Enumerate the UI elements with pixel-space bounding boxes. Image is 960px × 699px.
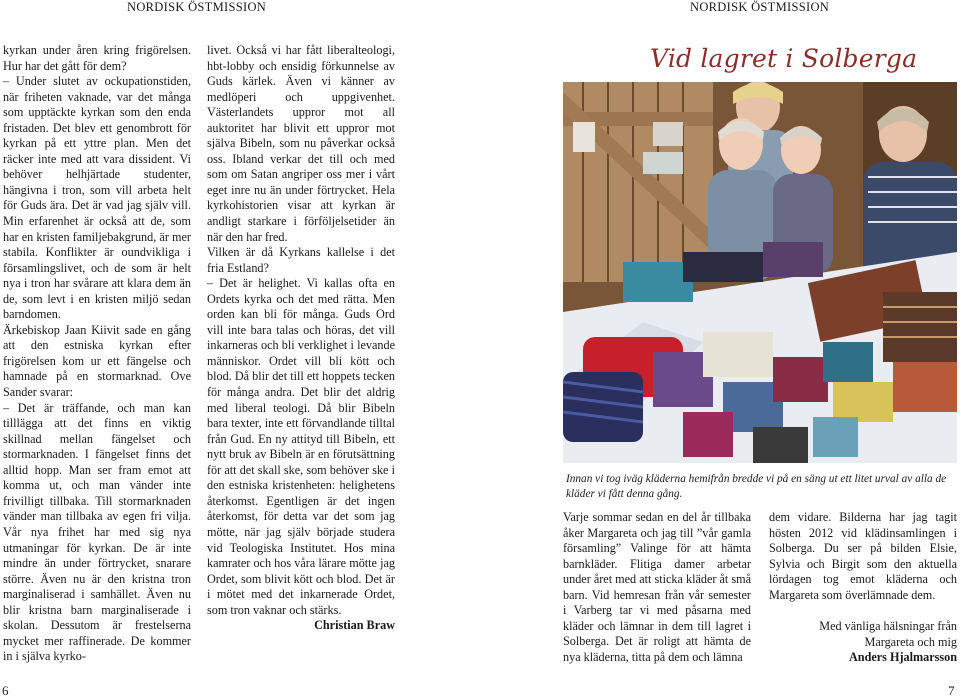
signoff-line: Margareta och mig [864,634,957,649]
paragraph: Varje sommar sedan en del år tillbaka åker Margareta och jag till ”vår gamla församling” Valinge för att hämta barnkläder. Flitiga damer arbetar under året med att sticka kläder åt små barn. Vid hemresan från vår semester i Varberg tar vi med påsarna med kläder och lämnar in dem till lagret i Solberga. Det är roligt att hämta de nya kläderna, titta på dem och lämna [563,510,751,664]
running-header-left: NORDISK ÖSTMISSION [127,0,267,14]
paragraph: Ärkebiskop Jaan Kiivit sade en gång att den estniska kyrkan efter frigörelsen kom ur ett fängelse och hamnade på en stormarknad. Ove Sander svarar: [3,322,191,400]
paragraph: – Det är helighet. Vi kallas ofta en Ordets kyrka och det med rätta. Men orden kan bli för många. Guds Ord vill inte bara talas och höras, det vill inkarneras och bli verklighet i levande människor. Ordet vill bli kött och blod. Då blir det till ett hoppets tecken för många andra. Det blir det aldrig med liberal teologi. Då blir Bibeln bara texter, inte ett förvandlande tilltal från Gud. En ny attityd till Bibeln, ett nytt bruk av Bibeln är en förutsättning för att det skall ske, som behöver ske i den estniska kristenheten: helighetens återkomst. Egentligen är det ingen återkomst, för detta var det som jag mötte, när jag själv började studera vid Teologiska Institutet. Hos mina kamrater och hos våra lärare mötte jag Ordet, som blivit kött och blod. Det är i mötet med det inkarnerade Ordet, som tron vaknar och stärks. [207,276,395,617]
photo-caption: Innan vi tog iväg kläderna hemifrån bredde vi på en säng ut ett litet urval av alla de kläder vi fått denna gång. [566,473,947,500]
signoff-name-wrap [769,650,957,666]
signoff-line: Med vänliga hälsningar från [819,619,957,634]
article-author: Christian Braw [314,618,395,633]
article-column-1 [3,43,191,665]
signoff-name: Anders Hjalmarsson [849,650,957,665]
paragraph: – Det är träffande, och man kan tilllägga att det finns en viktig skillnad mellan fängelset och stormarknaden. I fängelset finns det alltid hopp. Man ser fram emot att komma ut, och man vänder inte frivilligt tillbaka. Till stormarknaden vänder man tillbaka av egen fri vilja. Vår nya frihet har med sig nya utmaningar för kyrkan. De är inte mindre än under förtrycket, snarare större. Även nu är den kristna tron marginaliserad i samhället. Även nu blir kristna barn marginaliserade i skolan. Dessutom är frestelserna mycket mer raffinerade. De kommer in i själva kyrko- [3,400,191,664]
photo-knitted-clothes [563,82,957,463]
article-column-2 [207,43,395,634]
paragraph: kyrkan under åren kring frigörelsen. Hur har det gått för dem? [3,43,191,73]
paragraph: – Under slutet av ockupationstiden, när friheten vaknade, var det många som upptäckte kyrkan som den enda fristaden. Det blev ett genombrott för kyrkan på ett yttre plan. Men det räcker inte med att vara dissident. Vi behöver helhjärtade studenter, hängivna i tron, som vill arbeta helt för Guds ära. Det är vad jag själv vill. Min erfarenhet är också att de, som har en kristen familjebakgrund, är mer stabila. Konflikter är oundvikliga i församlingslivet, och de som är helt nya i tron har svårare att klara dem än de, som levt i en kristen miljö sedan barndomen. [3,74,191,322]
article-column-3 [563,510,751,665]
page-number-right: 7 [948,683,955,698]
paragraph: Vilken är då Kyrkans kallelse i det fria Estland? [207,245,395,275]
paragraph: dem vidare. Bilderna har jag tagit hösten 2012 vid klädinsamlingen i Solberga. Du ser på bilden Elsie, Sylvia och Birgit som den aktuella lördagen tog emot kläderna och Margareta som överlämnade dem. [769,510,957,602]
paragraph: livet. Också vi har fått liberalteologi, hbt-lobby och ensidig förkunnelse av Guds kärlek. Även vi känner av medlöperi och uppgivenhet. Västerlandets uppror mot all auktoritet har blivit ett uppror mot själva Bibeln, som nu påverkar också oss. Ibland verkar det till och med som om Satan angriper oss mer i vårt eget inre nu än under förtrycket. Hela kyrkohistorien visar att kyrkan är andligt starkare i förföljelsetider än när den har fred. [207,43,395,244]
running-header-right: NORDISK ÖSTMISSION [690,0,830,14]
article-column-4 [769,510,957,666]
page-headline: Vid lagret i Solberga [650,44,918,73]
page-number-left: 6 [2,683,9,698]
